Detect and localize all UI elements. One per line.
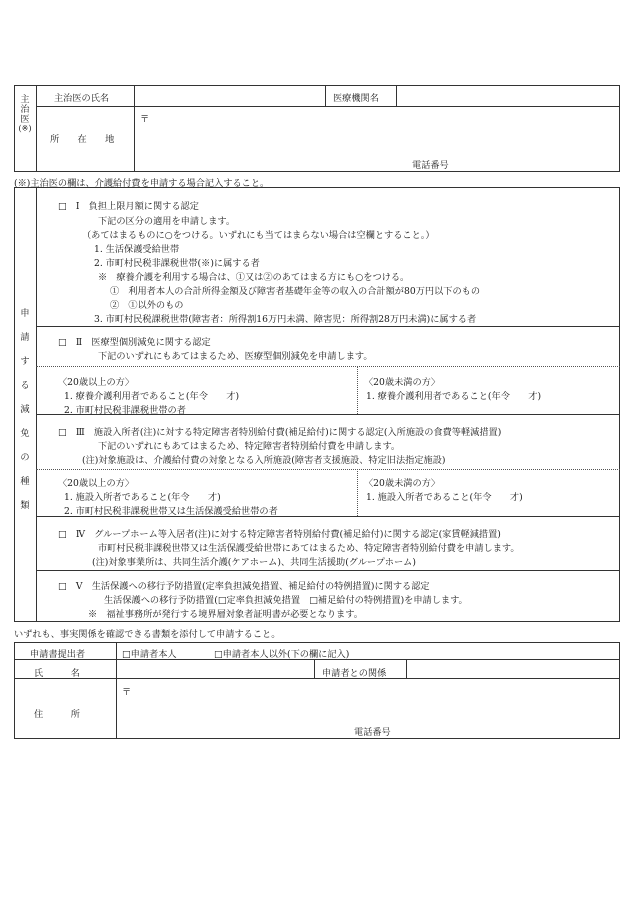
sec1-line3: 1. 生活保護受給世帯 [94,244,180,255]
doctor-name-col-divider [134,85,135,172]
doctor-row-divider [36,106,620,107]
sec1-title: □ Ⅰ 負担上限月額に関する認定 [58,201,199,212]
sec1-divider [36,326,620,327]
sec4-divider [36,570,620,571]
submitter-name-label: 氏 名 [34,668,80,679]
doctor-side-divider [36,85,37,172]
sec2-over20-2: 2. 市町村民税非課税世帯の者 [64,405,186,416]
submitter-postal-mark: 〒 [122,687,132,698]
sec1-line1: 下記の区分の適用を申請します。 [98,216,236,227]
doctor-inst-col-divider [325,85,326,106]
attach-note: いずれも、事実関係を確認できる書類を添付して申請すること。 [14,629,281,640]
sec1-line4: 2. 市町村民税非課税世帯(※)に属する者 [94,258,260,269]
sec3-dotted-divider [36,469,620,470]
sec2-under20-1: 1. 療養介護利用者であること(年令 才) [366,391,542,402]
sec3-over20-2: 2. 市町村民税非課税世帯又は生活保護受給世帯の者 [64,506,278,517]
doctor-side-label: 主 治 医 (※) [18,94,32,134]
reduction-side-label: 申 請 す る 減 免 の 種 類 [20,308,30,511]
sec2-title: □ Ⅱ 医療型個別減免に関する認定 [58,337,211,348]
sec2-dotted-col [357,366,358,414]
sec4-title: □ Ⅳ グループホーム等入居者(注)に対する特定障害者特別給付費(補足給付)に関する認定(家賃軽減措置) [58,529,501,540]
sec3-over20-1: 1. 施設入所者であること(年令 才) [64,492,221,503]
sec1-line7: ② ①以外のもの [110,300,184,311]
sec4-line2: (注)対象事業所は、共同生活介護(ケアホーム)、共同生活援助(グループホーム) [92,557,416,568]
sec2-dotted-divider [36,366,620,367]
submitter-address-label: 住 所 [34,709,80,720]
doctor-name-label: 主治医の氏名 [54,93,110,104]
sec3-over20-head: 〈20歳以上の方〉 [58,478,135,489]
sec3-under20-head: 〈20歳未満の方〉 [364,478,441,489]
submitter-phone-label: 電話番号 [354,727,391,738]
sec2-over20-head: 〈20歳以上の方〉 [58,377,135,388]
submitter-self-checkbox[interactable]: □申請者本人 [122,649,177,660]
sec2-under20-head: 〈20歳未満の方〉 [364,377,441,388]
sec1-line5: ※ 療養介護を利用する場合は、①又は②のあてはまる方にも○をつける。 [98,272,410,283]
sec1-line8: 3. 市町村民税課税世帯(障害者：所得割16万円未満、障害児：所得割28万円未満)に属する者 [94,314,477,325]
institution-label: 医療機関名 [333,93,379,104]
submitter-relation-label: 申請者との関係 [322,668,387,679]
sec1-line6: ① 利用者本人の合計所得金額及び障害者基礎年金等の収入の合計額が80万円以下のもの [110,286,481,297]
sec2-divider [36,414,620,415]
doctor-inst-col-divider2 [396,85,397,106]
sec3-under20-1: 1. 施設入所者であること(年令 才) [366,492,523,503]
doctor-postal-mark: 〒 [140,114,150,125]
sec2-over20-1: 1. 療養介護利用者であること(年令 才) [64,391,240,402]
doctor-note: (※)主治医の欄は、介護給付費を申請する場合記入すること。 [14,178,270,189]
sec4-line1: 市町村民税非課税世帯又は生活保護受給世帯にあてはまるため、特定障害者特別給付費を申請します。 [98,543,520,554]
sec3-line2: (注)対象施設は、介護給付費の対象となる入所施設(障害者支援施設、特定旧法指定施設) [82,455,446,466]
reduction-side-divider [36,187,37,622]
sec3-divider [36,516,620,517]
submitter-row2-divider [14,678,620,679]
submitter-relation-col2 [406,659,407,678]
sec2-line1: 下記のいずれにもあてはまるため、医療型個別減免を申請します。 [98,351,373,362]
doctor-address-label: 所 在 地 [50,134,115,145]
sec5-title: □ Ⅴ 生活保護への移行予防措置(定率負担減免措置、補足給付の特例措置)に関する認定 [58,581,430,592]
sec3-dotted-col [357,469,358,516]
sec1-line2: （あてはまるものに○をつける。いずれにも当てはまらない場合は空欄とすること。） [82,230,435,241]
submitter-label: 申請書提出者 [30,649,86,660]
sec3-line1: 下記のいずれにもあてはまるため、特定障害者特別給付費を申請します。 [98,441,401,452]
sec3-title: □ Ⅲ 施設入所者(注)に対する特定障害者特別給付費(補足給付)に関する認定(入所施設の食費等軽減措置) [58,427,502,438]
submitter-relation-col1 [314,659,315,678]
submitter-other-checkbox[interactable]: □申請者本人以外(下の欄に記入) [214,649,350,660]
doctor-phone-label: 電話番号 [412,160,449,171]
sec5-line1: 生活保護への移行予防措置(□定率負担減免措置 □補足給付の特例措置)を申請します。 [104,595,468,606]
sec5-line2: ※ 福祉事務所が発行する境界層対象者証明書が必要となります。 [88,609,363,620]
submitter-label-col [116,642,117,739]
